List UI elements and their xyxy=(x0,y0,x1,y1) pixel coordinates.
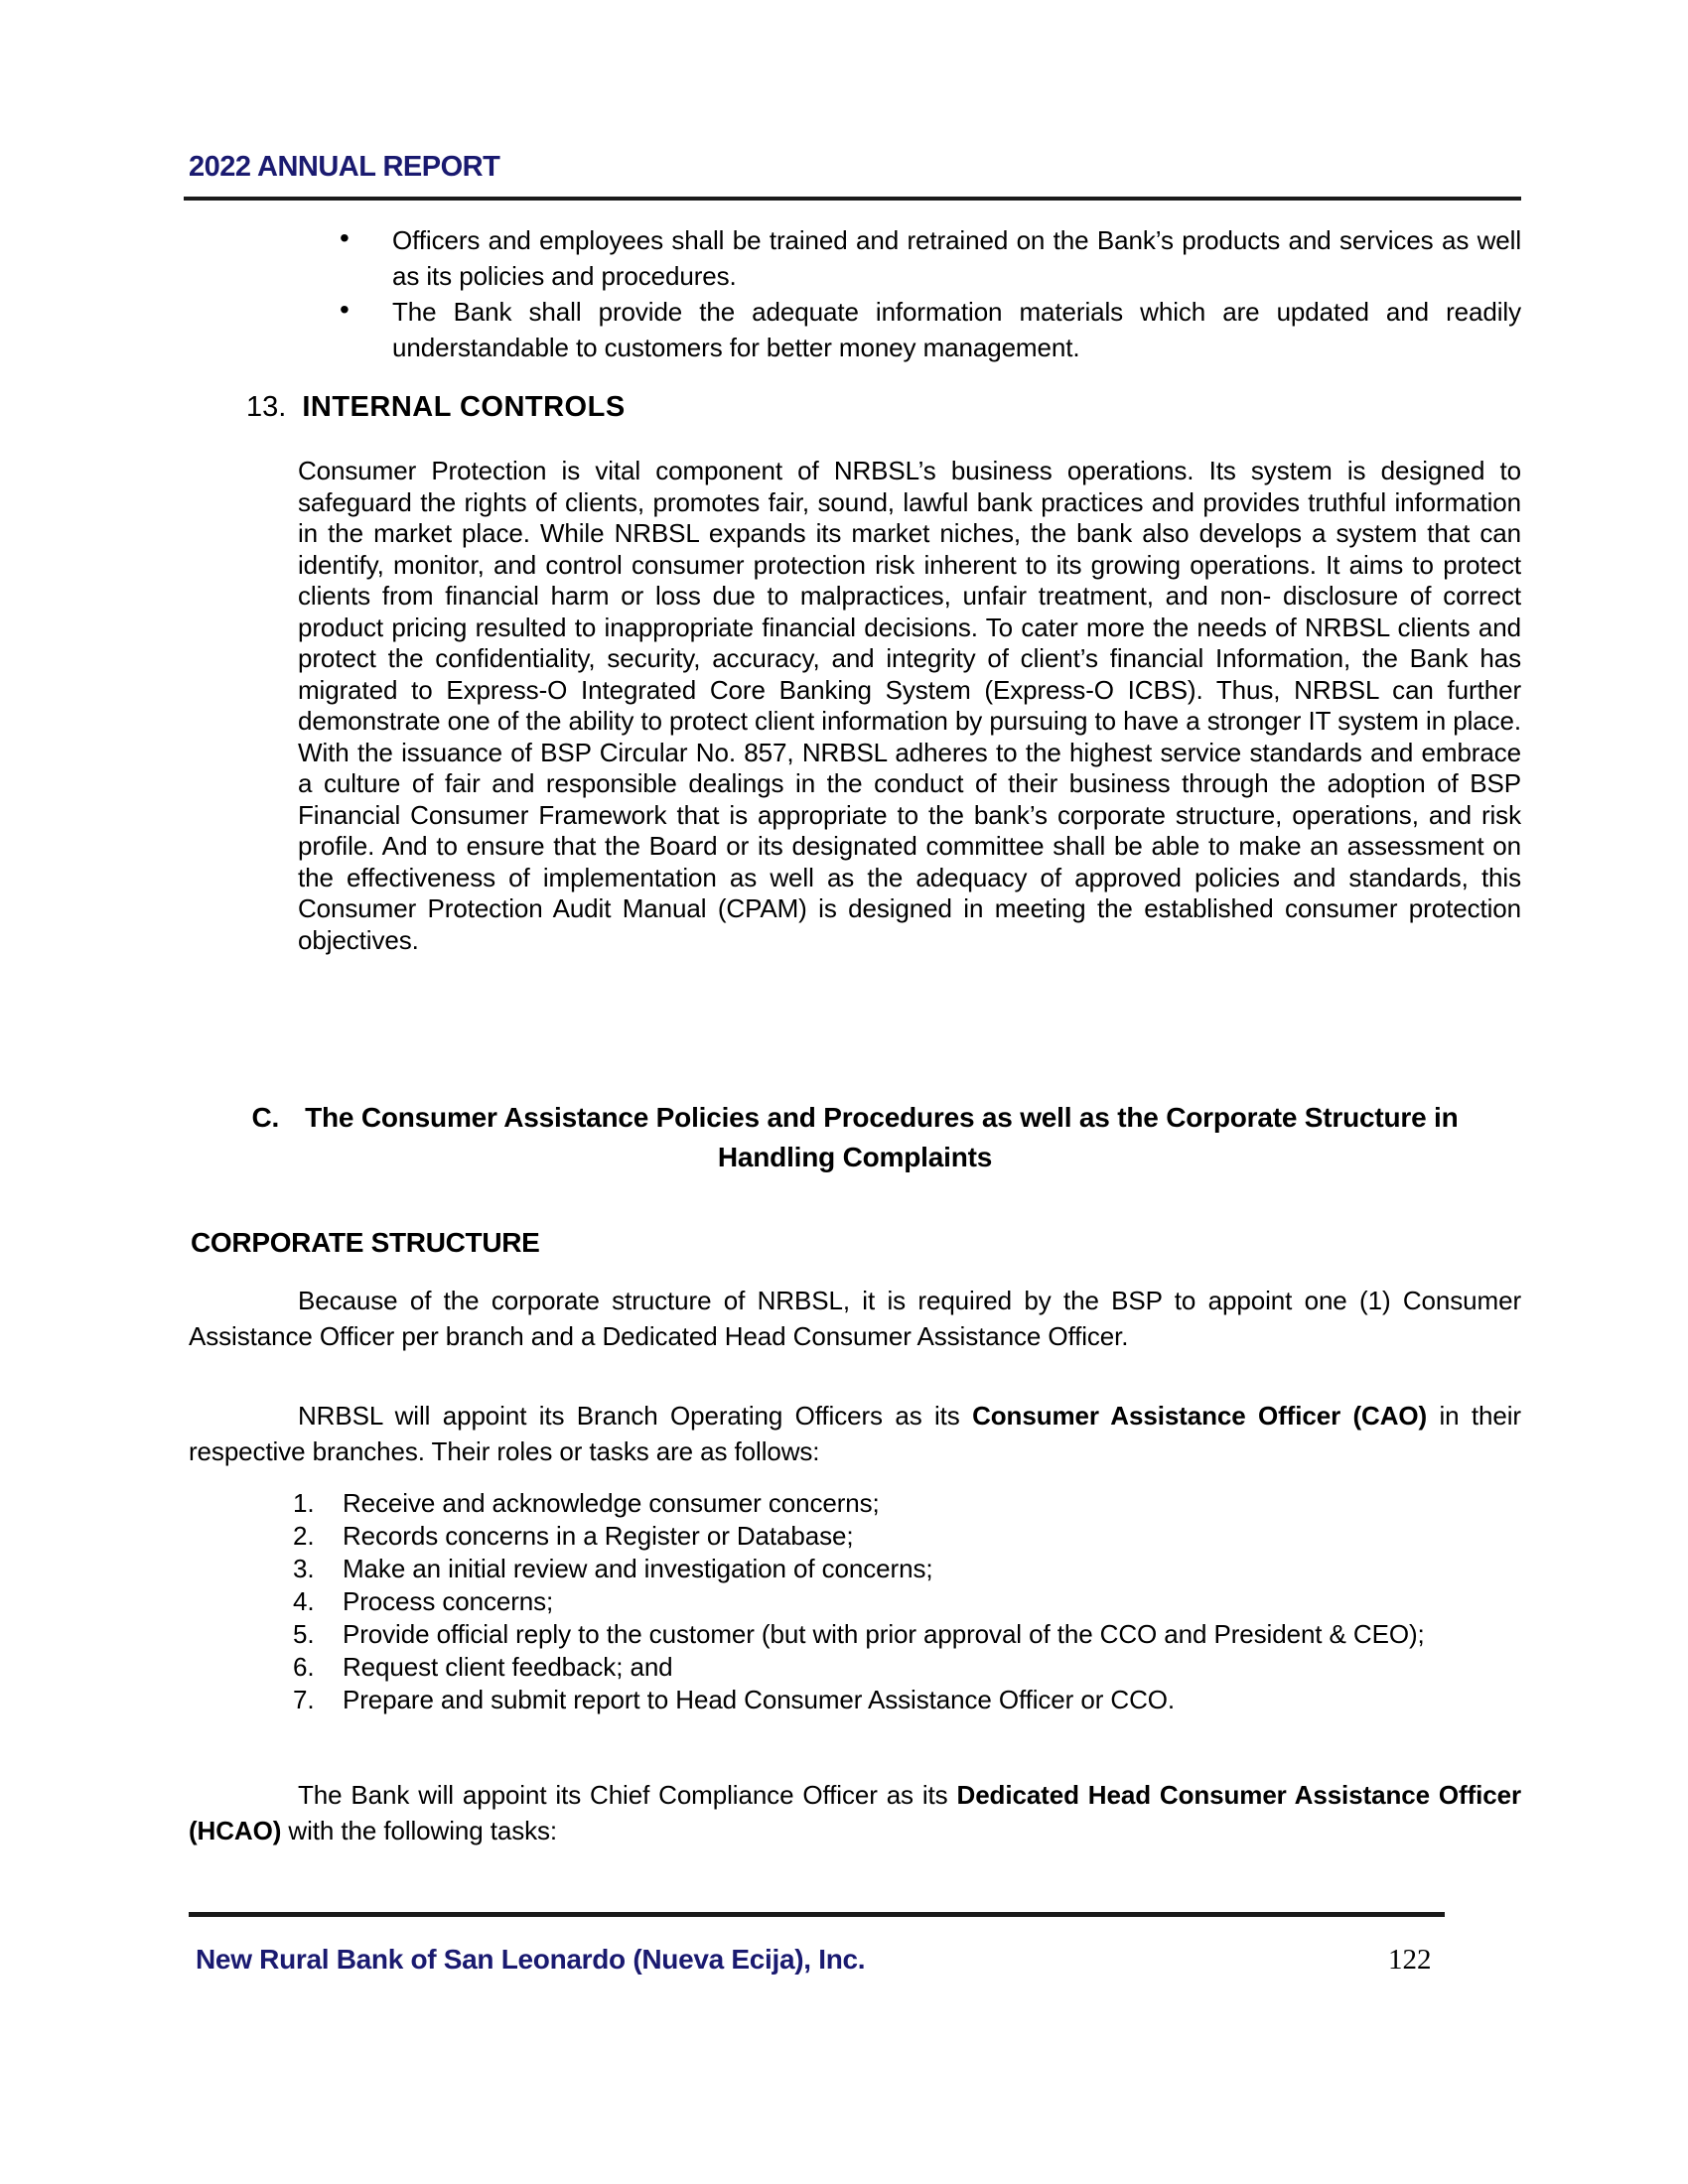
list-item-number: 4. xyxy=(293,1586,315,1616)
list-item-text: Receive and acknowledge consumer concerns; xyxy=(343,1488,880,1518)
bullet-item xyxy=(189,294,1521,365)
bullet-icon: • xyxy=(340,222,350,253)
section-c-label: C. xyxy=(251,1102,280,1133)
section-c-heading xyxy=(189,1098,1521,1177)
bullet-text: The Bank shall provide the adequate information materials which are updated and readily understandable to customers for better money management. xyxy=(392,297,1521,362)
page-header-title: 2022 ANNUAL REPORT xyxy=(189,151,500,183)
bullet-list xyxy=(189,222,1521,365)
footer-rule xyxy=(189,1912,1445,1917)
list-item xyxy=(293,1487,1521,1520)
footer-page-number: 122 xyxy=(1388,1944,1432,1976)
list-item xyxy=(293,1684,1521,1716)
paragraph-text: in their respective branches. Their roles or tasks are as follows: xyxy=(189,1401,1521,1466)
list-item-number: 1. xyxy=(293,1488,315,1518)
list-item-number: 3. xyxy=(293,1554,315,1583)
section-title: INTERNAL CONTROLS xyxy=(302,391,626,423)
list-item xyxy=(293,1520,1521,1553)
header-rule xyxy=(184,197,1521,201)
section-number: 13. xyxy=(246,391,287,423)
list-item xyxy=(293,1553,1521,1585)
list-item-text: Request client feedback; and xyxy=(343,1652,673,1682)
footer-bank-name: New Rural Bank of San Leonardo (Nueva Ecija), Inc. xyxy=(196,1944,866,1975)
cao-bold-text: Consumer Assistance Officer (CAO) xyxy=(972,1401,1428,1431)
corporate-paragraph-3 xyxy=(189,1777,1521,1848)
corporate-structure-heading: CORPORATE STRUCTURE xyxy=(191,1227,540,1258)
corporate-paragraph-1: Because of the corporate structure of NRBSL, it is required by the BSP to appoint one (1) Consumer Assistance Officer per branch and a Dedicated Head Consumer Assistance Officer. xyxy=(189,1286,1521,1351)
cao-task-list xyxy=(293,1487,1521,1716)
bullet-item xyxy=(189,222,1521,294)
list-item xyxy=(293,1651,1521,1684)
list-item-number: 7. xyxy=(293,1685,315,1714)
list-item xyxy=(293,1618,1521,1651)
list-item-text: Prepare and submit report to Head Consumer Assistance Officer or CCO. xyxy=(343,1685,1175,1714)
list-item-text: Process concerns; xyxy=(343,1586,554,1616)
list-item-number: 5. xyxy=(293,1619,315,1649)
section-c-heading-text xyxy=(232,1098,1478,1177)
hcao-bold-text: Dedicated Head Consumer Assistance Officer (HCAO) xyxy=(189,1780,1521,1845)
list-item-text: Records concerns in a Register or Database; xyxy=(343,1521,854,1551)
list-item xyxy=(293,1585,1521,1618)
bullet-text: Officers and employees shall be trained and retrained on the Bank’s products and services as well as its policies and procedures. xyxy=(392,225,1521,291)
list-item-number: 2. xyxy=(293,1521,315,1551)
list-item-number: 6. xyxy=(293,1652,315,1682)
bullet-icon: • xyxy=(340,294,350,325)
paragraph-text: NRBSL will appoint its Branch Operating Officers as its xyxy=(298,1401,973,1431)
list-item-text: Provide official reply to the customer (but with prior approval of the CCO and President & CEO); xyxy=(343,1619,1425,1649)
section-c-title: The Consumer Assistance Policies and Procedures as well as the Corporate Structure in Handling Complaints xyxy=(305,1102,1459,1172)
section-13-heading xyxy=(246,391,626,424)
list-item-text: Make an initial review and investigation of concerns; xyxy=(343,1554,933,1583)
corporate-paragraph-2 xyxy=(189,1398,1521,1469)
paragraph-text: The Bank will appoint its Chief Compliance Officer as its xyxy=(298,1780,957,1810)
internal-controls-paragraph: Consumer Protection is vital component of NRBSL’s business operations. Its system is designed to safeguard the rights of clients, promotes fair, sound, lawful bank practices and provides truthful information in the market place. While NRBSL expands its market niches, the bank also develops a system that can identify, monitor, and control consumer protection risk inherent to its growing operations. It aims to protect clients from financial harm or loss due to malpractices, unfair treatment, and non- disclosure of correct product pricing resulted to inappropriate financial decisions. To cater more the needs of NRBSL clients and protect the confidentiality, security, accuracy, and integrity of client’s financial Information, the Bank has migrated to Express-O Integrated Core Banking System (Express-O ICBS). Thus, NRBSL can further demonstrate one of the ability to protect client information by pursuing to have a stronger IT system in place. With the issuance of BSP Circular No. 857, NRBSL adheres to the highest service standards and embrace a culture of fair and responsible dealings in the conduct of their business through the adoption of BSP Financial Consumer Framework that is appropriate to the bank’s corporate structure, operations, and risk profile. And to ensure that the Board or its designated committee shall be able to make an assessment on the effectiveness of implementation as well as the adequacy of approved policies and standards, this Consumer Protection Audit Manual (CPAM) is designed in meeting the established consumer protection objectives. xyxy=(298,456,1521,955)
paragraph-text: with the following tasks: xyxy=(281,1816,558,1845)
